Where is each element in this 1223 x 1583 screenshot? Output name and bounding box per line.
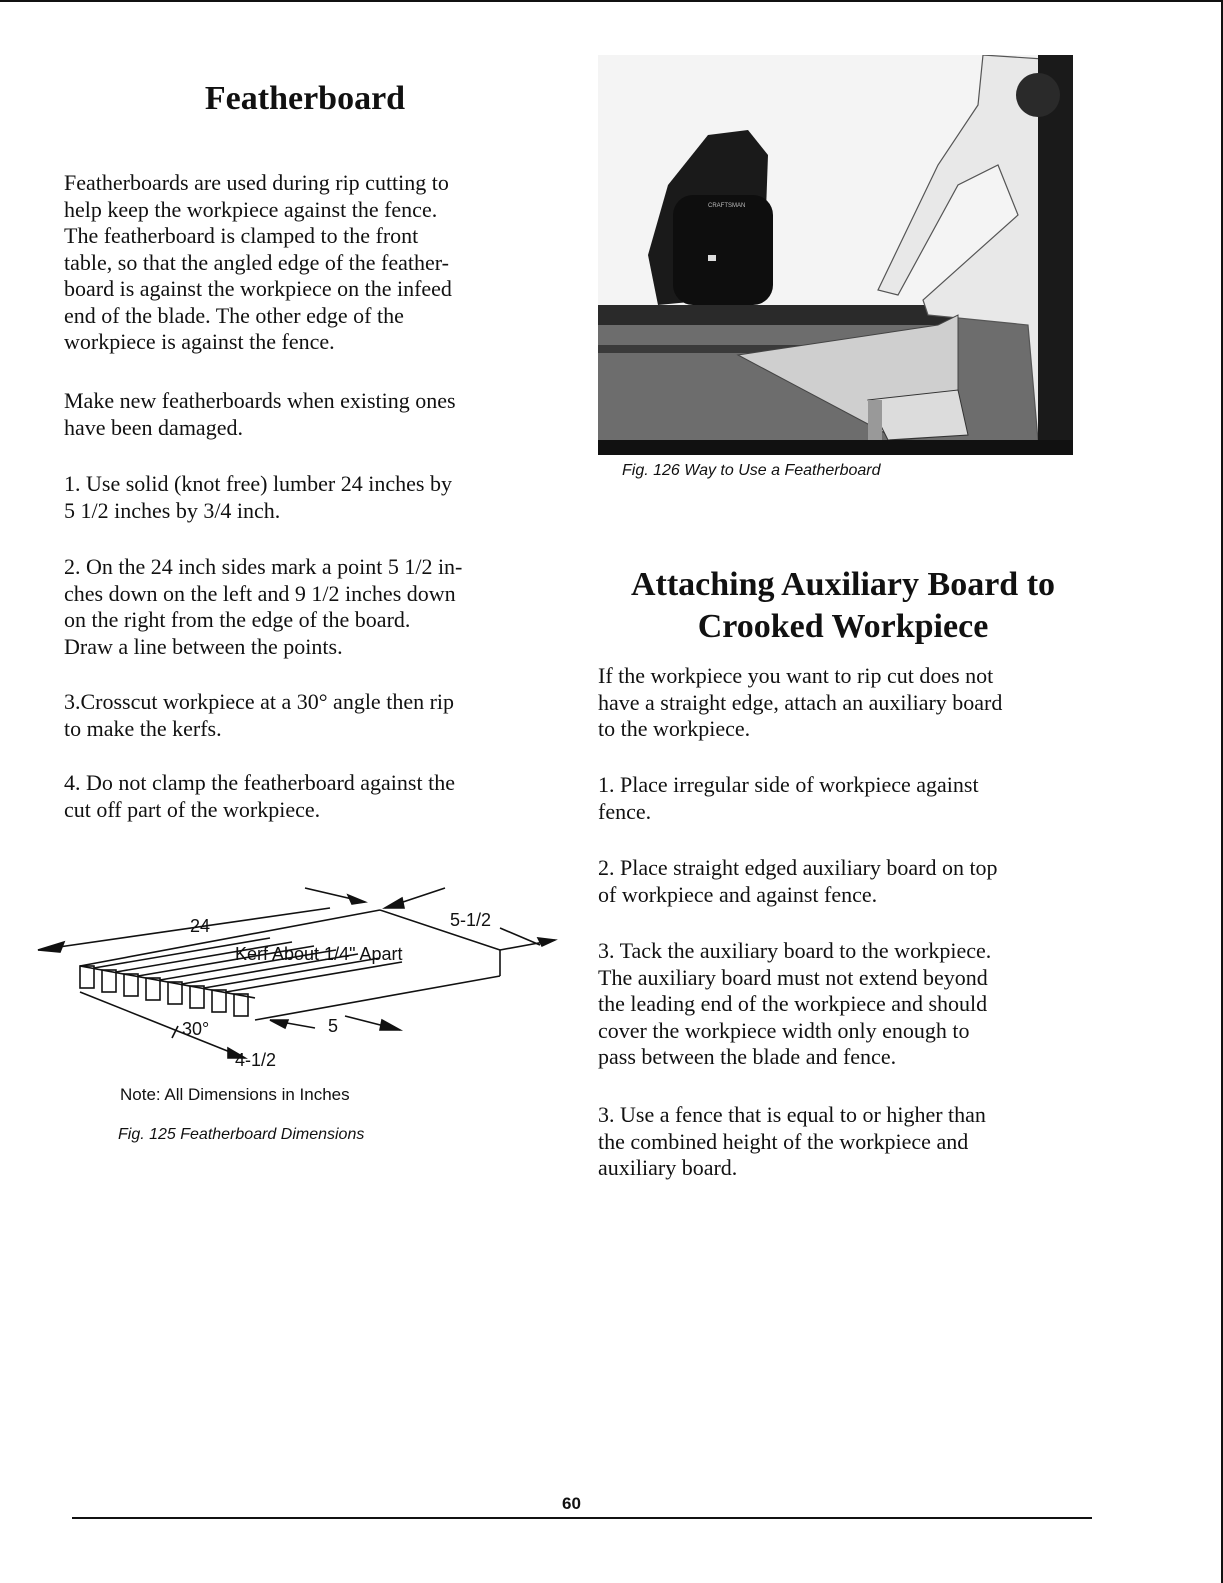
operator-head	[1016, 73, 1060, 117]
text-line: of workpiece and against fence.	[598, 881, 878, 907]
text-line: The auxiliary board must not extend beyond	[598, 964, 988, 990]
dimension-4-1-2-label: 4-1/2	[235, 1050, 277, 1070]
auxiliary-board-heading	[598, 564, 1088, 648]
text-line: 5 1/2 inches by 3/4 inch.	[64, 497, 281, 523]
kerf-spacing-label: Kerf About 1/4" Apart	[235, 944, 403, 964]
featherboard-dimensions-diagram	[30, 880, 570, 1080]
text-line: the combined height of the workpiece and	[598, 1128, 969, 1154]
fig-125-caption: Fig. 125 Featherboard Dimensions	[118, 1126, 365, 1143]
text-line: 3.Crosscut workpiece at a 30° angle then rip	[64, 689, 455, 714]
text-line: auxiliary board.	[598, 1155, 738, 1180]
saw-brand-label: CRAFTSMAN	[708, 203, 746, 209]
text-line: 3. Use a fence that is equal to or higher than	[598, 1102, 986, 1127]
text-line: Featherboards are used during rip cutting to	[64, 170, 449, 195]
auxiliary-intro-paragraph	[598, 663, 1002, 743]
text-line: 2. On the 24 inch sides mark a point 5 1/2 in-	[64, 554, 463, 579]
text-line: board is against the workpiece on the infeed	[64, 276, 452, 301]
step-2-paragraph	[64, 554, 462, 660]
heading-line: Crooked Workpiece	[697, 608, 989, 645]
step-1-paragraph	[64, 471, 452, 524]
text-line: Draw a line between the points.	[64, 633, 343, 659]
make-new-paragraph	[64, 388, 456, 441]
text-line: 3. Tack the auxiliary board to the workpiece.	[598, 938, 992, 963]
text-line: cut off part of the workpiece.	[64, 796, 321, 822]
auxiliary-step-3b-paragraph	[598, 1102, 986, 1182]
clamp	[868, 400, 882, 440]
angle-30-label: 30°	[182, 1019, 210, 1039]
dimension-24-label: 24	[190, 916, 211, 936]
dimensions-note: Note: All Dimensions in Inches	[120, 1085, 350, 1104]
text-line: help keep the workpiece against the fence.	[64, 196, 438, 222]
text-line: 4. Do not clamp the featherboard against the	[64, 770, 455, 795]
text-line: to the workpiece.	[598, 716, 751, 741]
dimension-5-1-2-label: 5-1/2	[450, 910, 492, 930]
dimension-5-label: 5	[328, 1016, 339, 1036]
text-line: fence.	[598, 798, 652, 824]
featherboard-intro-paragraph	[64, 170, 452, 356]
auxiliary-step-2-paragraph	[598, 855, 998, 908]
footer-rule	[72, 1517, 1092, 1519]
page-number: 60	[562, 1494, 581, 1513]
step-3-paragraph	[64, 689, 454, 742]
auxiliary-step-1-paragraph	[598, 772, 979, 825]
heading-line: Attaching Auxiliary Board to	[630, 566, 1056, 603]
text-line: have been damaged.	[64, 414, 243, 440]
featherboard-heading: Featherboard	[204, 80, 406, 117]
text-line: Make new featherboards when existing ones	[64, 388, 456, 413]
text-line: on the right from the edge of the board.	[64, 607, 411, 632]
text-line: ches down on the left and 9 1/2 inches down	[64, 580, 456, 606]
auxiliary-step-3a-paragraph	[598, 938, 991, 1071]
text-line: 2. Place straight edged auxiliary board on top	[598, 855, 998, 880]
text-line: 1. Use solid (knot free) lumber 24 inches by	[64, 471, 452, 496]
text-line: to make the kerfs.	[64, 715, 222, 741]
page-top-border	[0, 0, 1223, 2]
text-line: cover the workpiece width only enough to	[598, 1017, 970, 1043]
step-4-paragraph	[64, 770, 455, 823]
featherboard-usage-photo	[598, 55, 1073, 455]
text-line: end of the blade. The other edge of the	[64, 302, 404, 328]
text-line: the leading end of the workpiece and should	[598, 991, 988, 1016]
text-line: workpiece is against the fence.	[64, 329, 335, 354]
text-line: have a straight edge, attach an auxiliary board	[598, 689, 1003, 715]
fig-126-caption: Fig. 126 Way to Use a Featherboard	[622, 462, 881, 479]
text-line: If the workpiece you want to rip cut does not	[598, 663, 994, 688]
text-line: table, so that the angled edge of the feather-	[64, 249, 449, 275]
text-line: 1. Place irregular side of workpiece against	[598, 772, 979, 797]
text-line: The featherboard is clamped to the front	[64, 223, 419, 248]
text-line: pass between the blade and fence.	[598, 1044, 897, 1069]
